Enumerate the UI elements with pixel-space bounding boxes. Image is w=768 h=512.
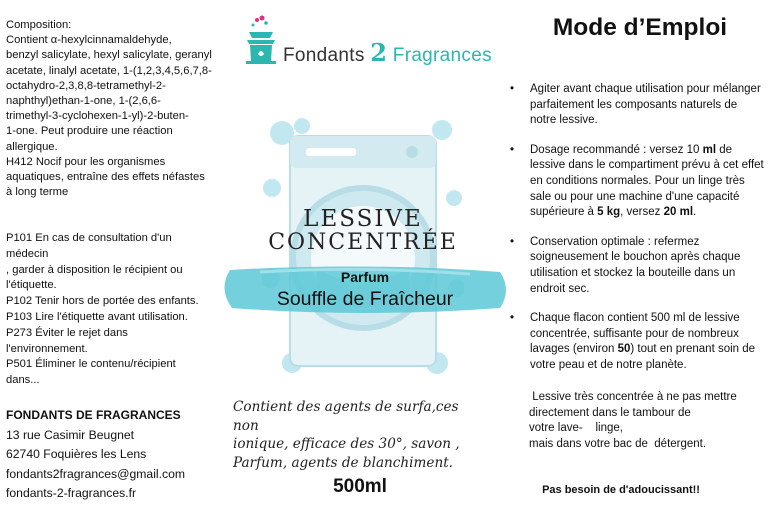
brand-name-part1: Fondants [283,45,371,66]
brand-name [283,38,492,67]
mode-emploi-title: Mode d’Emploi [552,14,728,41]
instruction-item [510,235,765,297]
precaution-line: P501 Éliminer le contenu/récipient [6,358,176,371]
precaution-line: l'environnement. [6,342,88,355]
product-volume: 500ml [333,476,387,497]
brand-name-part3: Fragrances [387,45,492,66]
company-city: 62740 Foquières les Lens [6,447,147,462]
bullet: • [510,235,515,248]
composition-line: aquatiques, entraîne des effets néfastes [6,171,205,184]
composition-line: Contient α-hexylcinnamaldehyde, [6,34,172,47]
note-line: votre lave- linge, [529,422,623,435]
instruction-emphasis: ml [702,143,717,156]
composition-line: 1-one. Peut produire une réaction [6,125,173,138]
company-email: fondants2fragrances@gmail.com [6,466,186,481]
precaution-line: P103 Lire l'étiquette avant utilisation. [6,310,188,323]
composition-line: Composition: [6,19,72,31]
precautions-block [6,231,228,389]
product-title-line1: LESSIVE [303,206,423,232]
brand-name-2: 2 [370,38,388,67]
instruction-text: Conservation optimale : refermez soigneusement le bouchon après chaque utilisation et stockez la bouteille dans un endroit sec. [530,235,741,295]
composition-line: naphthyl)ethan-1-one, 1-(2,6,6- [6,95,161,108]
ingredients-line: Contient des agents de surfa,ces non [233,399,459,434]
instruction-item [510,82,765,129]
company-name: FONDANTS DE FRAGRANCES [6,408,181,422]
instruction-item [510,311,765,373]
instruction-text: . [693,206,697,219]
note-line: mais dans votre bac de détergent. [529,437,707,450]
precaution-line: P102 Tenir hors de portée des enfants. [6,295,199,308]
company-street: 13 rue Casimir Beugnet [6,427,135,442]
instruction-text: Chaque flacon contient 500 ml de lessive concentrée, suffisante pour de nombreux lavages (environ [530,312,740,356]
composition-line: à long terme [6,186,69,199]
wax-burner-icon [246,16,276,65]
precaution-line: P273 Éviter le rejet dans [6,326,128,339]
ingredients-text [233,398,478,472]
company-info [6,406,226,504]
composition-line: allergique. [6,140,58,153]
note-line: Lessive très concentrée à ne pas mettre [529,391,737,403]
bullet: • [510,143,515,156]
bullet: • [510,83,515,95]
instruction-text: de lessive dans le compartiment prévu à cet effet en conditions normales. Pour un linge très sale ou pour une machine d'une capacité supérieure à [530,143,764,219]
instruction-emphasis: 50 [617,343,631,356]
instruction-emphasis: 20 ml [663,206,694,219]
composition-line: acetate, linalyl acetate, 1-(1,2,3,4,5,6,7,8- [6,64,212,77]
note-line: directement dans le tambour de [529,406,691,419]
precaution-line: dans... [6,374,40,387]
product-title-line2: CONCENTRÉE [268,230,458,255]
company-website: fondants-2-fragrances.fr [6,486,137,501]
composition-block [6,18,228,200]
ingredients-line: Parfum, agents de blanchiment. [233,454,453,471]
instruction-text: Agiter avant chaque utilisation pour mélanger parfaitement les composants naturels de notre lessive. [530,83,761,127]
softener-note: Pas besoin de d'adoucissant!! [542,484,700,496]
composition-line: H412 Nocif pour les organismes [6,155,166,168]
parfum-label: Parfum [340,269,390,285]
bullet: • [510,312,515,325]
precaution-line: l'étiquette. [6,279,57,292]
precaution-line: P101 En cas de consultation d'un [6,232,172,244]
precaution-line: , garder à disposition le récipient ou [6,263,183,276]
precaution-line: médecin [6,247,49,260]
parfum-name: Souffle de Fraîcheur [276,288,454,310]
instruction-text: ) tout en prenant soin de votre peau et de notre planète. [530,343,756,371]
instruction-item [510,143,765,221]
ingredients-line: ionique, efficace des 30°, savon , [233,436,460,452]
instructions-list [510,82,765,388]
instruction-emphasis: 5 kg [597,206,621,219]
usage-note [529,390,764,452]
instruction-text: Dosage recommandé : versez 10 [530,143,703,156]
composition-line: trimethyl-3-cyclohexen-1-yl)-2-buten- [6,110,189,123]
composition-line: octahydro-2,3,8,8-tetramethyl-2- [6,79,166,92]
instruction-text: , versez [620,206,664,219]
composition-line: benzyl salicylate, hexyl salicylate, geranyl [6,49,212,62]
